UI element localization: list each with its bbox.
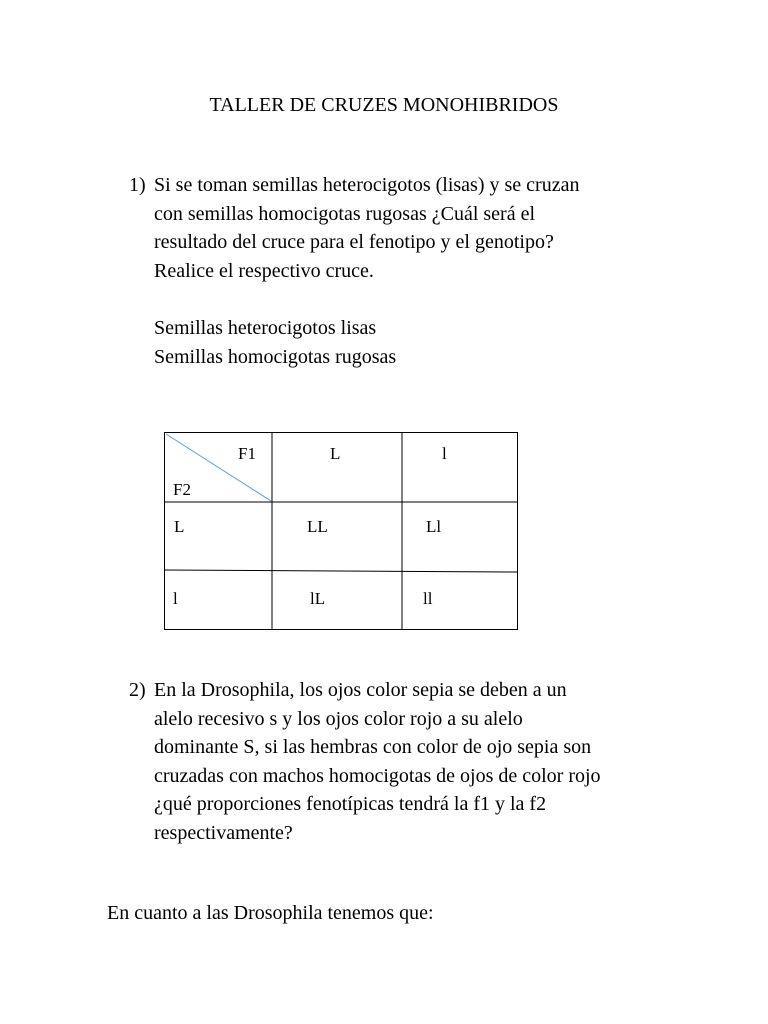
question-1-line: resultado del cruce para el fenotipo y el genotipo?	[154, 231, 554, 253]
question-2-line: dominante S, si las hembras con color de ojo sepia son	[154, 736, 592, 758]
question-2-line: ¿qué proporciones fenotípicas tendrá la f1 y la f2	[154, 793, 547, 815]
corner-label-f1: F1	[238, 444, 256, 463]
question-1-number: 1)	[129, 174, 146, 196]
document-title: TALLER DE CRUZES MONOHIBRIDOS	[209, 94, 559, 116]
column-header: l	[442, 444, 447, 463]
question-1-line: Realice el respectivo cruce.	[154, 259, 374, 282]
corner-label-f2: F2	[173, 480, 191, 499]
question-2-number: 2)	[129, 679, 146, 701]
seed-item: Semillas homocigotas rugosas	[154, 345, 397, 368]
genotype-cell: lL	[310, 589, 326, 608]
question-2-text	[154, 676, 601, 847]
punnett-grid-lines	[164, 432, 518, 630]
question-1-line: con semillas homocigotas rugosas ¿Cuál será el	[154, 202, 536, 225]
seed-list	[154, 314, 396, 371]
genotype-cell: LL	[307, 517, 328, 536]
seed-item: Semillas heterocigotos lisas	[154, 317, 377, 339]
row-header: l	[173, 589, 178, 608]
genotype-cell: Ll	[426, 517, 442, 536]
question-2-line: alelo recesivo s y los ojos color rojo a su alelo	[154, 707, 523, 730]
question-1-line: Si se toman semillas heterocigotos (lisas) y se cruzan	[154, 174, 580, 196]
question-2-line: cruzadas con machos homocigotas de ojos de color rojo	[154, 764, 601, 787]
question-1-text	[154, 171, 579, 285]
row-header: L	[174, 517, 185, 536]
question-2-line: respectivamente?	[154, 821, 293, 844]
column-header: L	[330, 444, 341, 463]
closing-sentence: En cuanto a las Drosophila tenemos que:	[107, 902, 434, 924]
punnett-square	[164, 432, 518, 630]
genotype-cell: ll	[423, 589, 433, 608]
question-2-line: En la Drosophila, los ojos color sepia se deben a un	[154, 679, 567, 701]
